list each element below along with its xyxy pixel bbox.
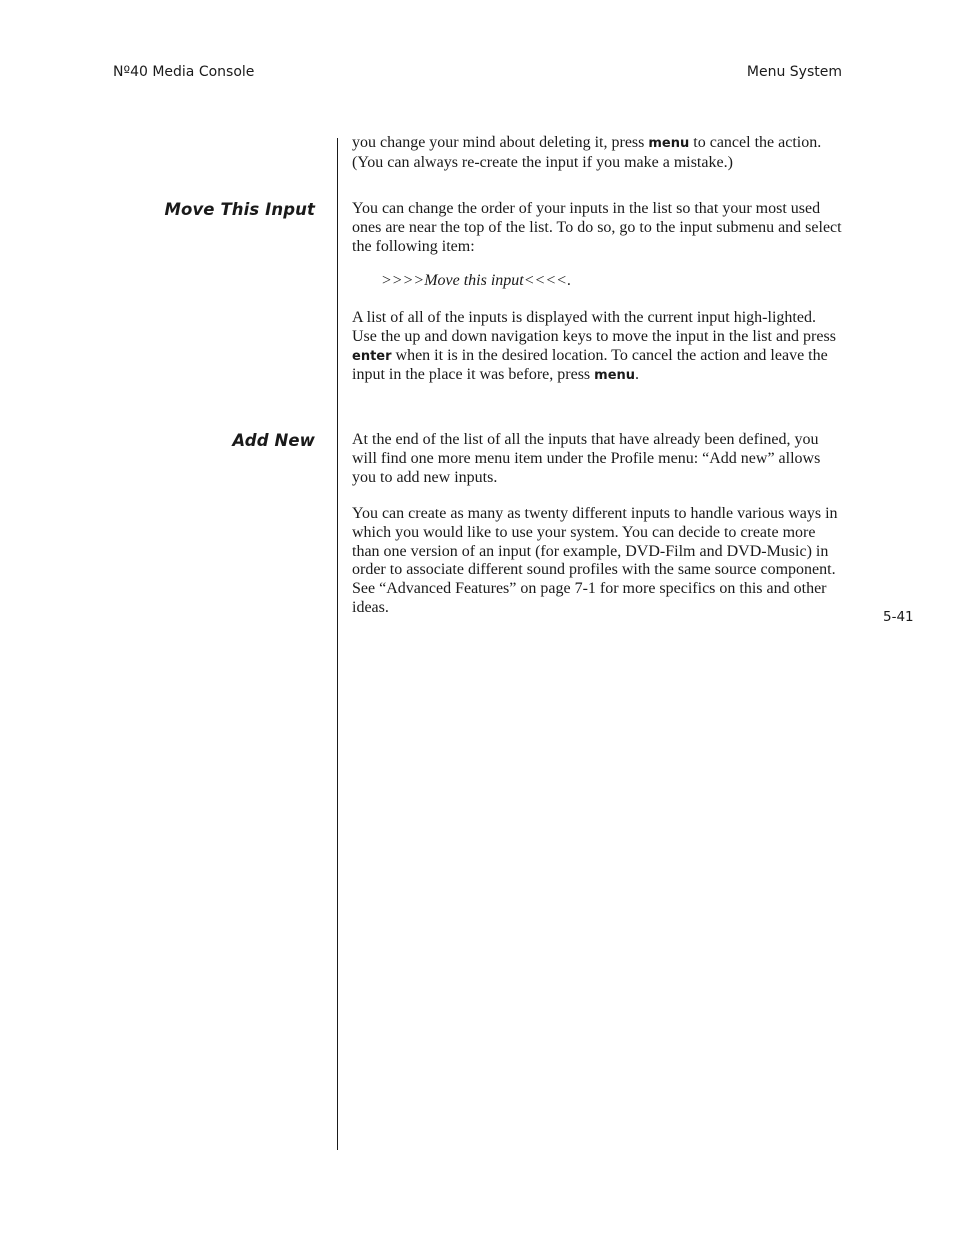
- menu-item-move-this-input: [381, 272, 571, 291]
- add-paragraph-1: At the end of the list of all the inputs that have already been defined, you will find one more menu item under the Profile menu: “Add new” allows you to add new inputs.: [352, 431, 821, 486]
- page-number: 5-41: [883, 609, 914, 625]
- menu-item-period: .: [566, 272, 571, 289]
- continued-paragraph: [352, 134, 844, 173]
- menu-item-text: >>>>Move this input<<<<: [381, 272, 567, 289]
- move-p2-text-2: when it is in the desired location. To cancel the action and leave the input in the place it was before, press: [352, 346, 828, 384]
- continued-text-2: to cancel the action. (You can always re-create the input if you make a mistake.): [352, 134, 822, 171]
- add-paragraph-2: You can create as many as twenty different inputs to handle various ways in which you would like to use your system. You can decide to create more than one version of an input (for example, DVD-Film and DVD-Music) in order to associate different sound profiles with the same source component. See “Advanced Features” on page 7-1 for more specifics on this and other ideas.: [352, 505, 838, 616]
- move-paragraph-1: You can change the order of your inputs in the list so that your most used ones are near the top of the list. To do so, go to the input submenu and select the following item:: [352, 200, 842, 255]
- keyword-menu: menu: [594, 368, 636, 384]
- running-header-title: Nº40 Media Console: [113, 64, 255, 80]
- move-p2-text-1: A list of all of the inputs is displayed with the current input high-lighted. Use the up and down navigation keys to move the input in the list and press: [352, 309, 836, 345]
- running-header-section: Menu System: [746, 64, 842, 80]
- section-heading-add-new: Add New: [232, 431, 315, 450]
- move-p2-text-3: .: [635, 366, 640, 384]
- column-divider: [337, 138, 338, 1150]
- continued-text-1: you change your mind about deleting it, press: [352, 134, 649, 151]
- section-heading-move-this-input: Move This Input: [164, 200, 315, 219]
- keyword-enter: enter: [352, 348, 392, 364]
- keyword-menu: menu: [648, 136, 690, 151]
- move-paragraph-2: [352, 309, 844, 386]
